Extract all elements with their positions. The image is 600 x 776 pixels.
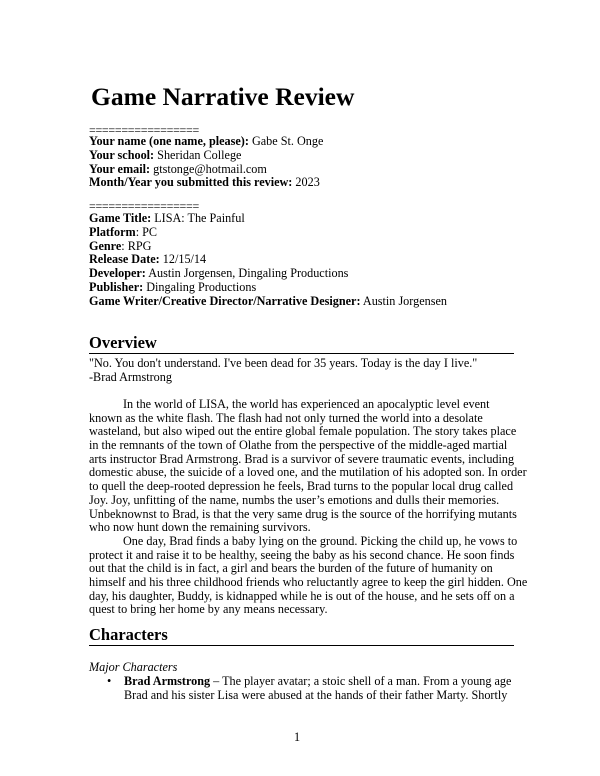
developer-value: Austin Jorgensen, Dingaling Productions (148, 266, 349, 281)
release-date-value: 12/15/14 (162, 252, 207, 267)
platform-value: : PC (135, 224, 158, 239)
document-title: Game Narrative Review (91, 82, 355, 111)
reviewer-email-row (89, 163, 323, 177)
paragraph-line: Unbeknownst to Brad, is that the very same drug is the source of the horrifying mutants (89, 506, 517, 521)
release-date-label: Release Date: (89, 252, 160, 267)
writer-value: Austin Jorgensen (362, 293, 447, 308)
character-text-line: Brad and his sister Lisa were abused at the hands of their father Marty. Shortly (124, 687, 508, 702)
character-name: Brad Armstrong (124, 674, 211, 688)
review-date-label: Month/Year you submitted this review: (89, 175, 293, 190)
reviewer-school-row (89, 149, 323, 163)
reviewer-email-label: Your email: (89, 161, 151, 176)
character-text: – The player avatar; a stoic shell of a man. From a young age (210, 674, 512, 688)
overview-paragraph-1 (89, 397, 527, 535)
paragraph-line: known as the white flash. The flash had not only turned the world into a desolate (89, 410, 483, 425)
writer-row (89, 295, 447, 309)
reviewer-info (89, 135, 323, 190)
character-first-line (124, 675, 519, 689)
developer-row (89, 267, 447, 281)
genre-row (89, 240, 447, 254)
publisher-row (89, 281, 447, 295)
overview-paragraph-2 (89, 534, 528, 617)
overview-quote: "No. You don't understand. I've been dead for 35 years. Today is the day I live." (89, 356, 478, 370)
paragraph-line: himself and his three childhood friends who reluctantly agree to keep the girl hidden. One (89, 575, 528, 590)
developer-label: Developer: (89, 266, 146, 281)
game-title-label: Game Title: (89, 211, 152, 225)
overview-quote-block (89, 357, 515, 384)
review-date-row (89, 176, 323, 190)
paragraph-line: wasteland, but also wiped out the entire global female population. The story takes place (89, 424, 517, 439)
overview-quote-attribution: -Brad Armstrong (89, 369, 172, 384)
game-title-row (89, 212, 447, 226)
bullet-icon: • (107, 674, 112, 688)
reviewer-name-label: Your name (one name, please): (89, 134, 249, 148)
paragraph-line: in the remnants of the town of Olathe from the perspective of the middle-aged martial (89, 438, 508, 453)
overview-heading: Overview (89, 333, 514, 354)
reviewer-school-value: Sheridan College (157, 147, 242, 162)
reviewer-name-value: Gabe St. Onge (251, 134, 324, 148)
separator-line: ================= (89, 199, 199, 213)
character-description (124, 675, 519, 702)
paragraph-line: In the world of LISA, the world has experienced an apocalyptic level event (123, 397, 490, 411)
paragraph-line: who now hunt down the remaining survivors. (89, 520, 311, 535)
release-date-row (89, 253, 447, 267)
paragraph-line: day, his daughter, Buddy, is kidnapped while he is out of the house, and he sets off on a (89, 588, 515, 603)
paragraph-line: to quell the deep-rooted depression he feels, Brad turns to the popular local drug called (89, 479, 514, 494)
reviewer-school-label: Your school: (89, 147, 155, 162)
paragraph-line: out that the child is in fact, a girl and bears the burden of the future of humanity on (89, 561, 493, 576)
page-number: 1 (294, 730, 301, 744)
platform-row (89, 226, 447, 240)
writer-label: Game Writer/Creative Director/Narrative Designer: (89, 293, 361, 308)
platform-label: Platform (89, 224, 136, 239)
publisher-label: Publisher: (89, 279, 144, 294)
major-characters-subheading: Major Characters (89, 660, 178, 674)
separator-line: ================= (89, 123, 199, 137)
reviewer-email-value: gtstonge@hotmail.com (153, 161, 267, 176)
game-info (89, 212, 447, 309)
game-title-value: LISA: The Painful (154, 211, 245, 225)
reviewer-name-row (89, 135, 323, 149)
paragraph-line: quest to bring her home by any means necessary. (89, 602, 328, 617)
characters-heading: Characters (89, 625, 514, 646)
paragraph-line: domestic abuse, the suicide of a loved one, and the mutilation of his adopted son. In order (89, 465, 527, 480)
genre-value: : RPG (121, 238, 152, 253)
paragraph-line: arts instructor Brad Armstrong. Brad is a survivor of severe traumatic events, including (89, 451, 515, 466)
paragraph-line: Joy. Joy, unfitting of the name, numbs the user’s emotions and dulls their memories. (89, 492, 500, 507)
paragraph-line: One day, Brad finds a baby lying on the ground. Picking the child up, he vows to (123, 534, 518, 548)
paragraph-line: protect it and raise it to be healthy, seeing the baby as his second chance. He soon finds (89, 547, 515, 562)
review-date-value: 2023 (295, 175, 320, 190)
genre-label: Genre (89, 238, 122, 253)
publisher-value: Dingaling Productions (146, 279, 257, 294)
